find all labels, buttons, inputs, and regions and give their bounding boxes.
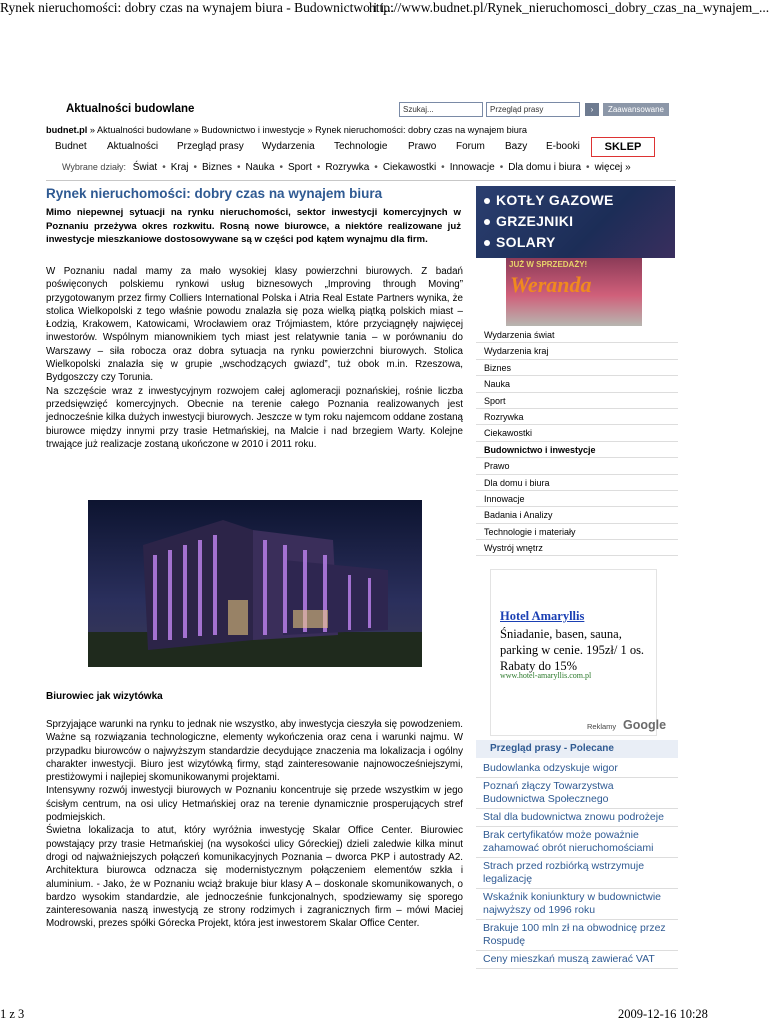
- sidebar-item-wydarzenia-kraj[interactable]: Wydarzenia kraj: [476, 343, 678, 359]
- article-photo: [88, 500, 422, 667]
- sidebar-item-ciekawostki[interactable]: Ciekawostki: [476, 425, 678, 441]
- print-header-url: http://www.budnet.pl/Rynek_nieruchomosci_dobry_czas_na_wynajem_...: [369, 0, 769, 15]
- nav-bazy[interactable]: Bazy: [505, 141, 528, 152]
- subnav-biznes[interactable]: Biznes: [202, 162, 233, 173]
- subnav-sport[interactable]: Sport: [287, 162, 312, 173]
- section-select[interactable]: Przegląd prasy: [486, 102, 580, 117]
- sidebar-item-dla-domu[interactable]: Dla domu i biura: [476, 475, 678, 491]
- press-item[interactable]: Budowlanka odzyskuje wigor: [476, 760, 678, 778]
- subnav-wiecej[interactable]: więcej »: [594, 162, 631, 173]
- article-body-1: [46, 265, 463, 451]
- nav-wydarzenia[interactable]: Wydarzenia: [262, 141, 315, 152]
- print-timestamp: 2009-12-16 10:28: [618, 1007, 708, 1021]
- sidebar-sections: [476, 327, 678, 556]
- subnav-label: Wybrane działy:: [62, 162, 126, 172]
- paragraph: Sprzyjające warunki na rynku to jednak nie wszystko, aby inwestycja cieszyła się powodzeniem. Ważne są rozwiązania technologiczne, elementy wykończenia oraz cena i warunki najmu. W przypadku biurowców o najwyższym standardzie decydujące znaczenia ma lokalizacja i ogólny charakter inwestycji. Biuro jest wizytówką firmy, stąd zainteresowanie najnowocześniejszymi, prestiżowymi i najlepiej skomunikowanymi projektami.: [46, 719, 463, 784]
- sidebar-item-innowacje[interactable]: Innowacje: [476, 491, 678, 507]
- subnav-dla-domu[interactable]: Dla domu i biura: [508, 162, 582, 173]
- paragraph: Na szczęście wraz z inwestycyjnym rozwojem całej aglomeracji poznańskiej, rośnie liczba przedsięwzięć komercyjnych. Obecnie na terenie całego Poznania realizowanych jest jednocześnie kilka dużych inwestycji biurowych. Jeszcze w tym roku najemcom oddane zostaną biurowce między innymi przy trasie Hetmańskiej, na Malcie i nad brzegiem Warty. Kolejne trwające już realizacje zostaną ukończone w 2010 i 2011 roku.: [46, 385, 463, 450]
- subnav-ciekawostki[interactable]: Ciekawostki: [382, 162, 437, 173]
- breadcrumb: [46, 125, 527, 135]
- ad-magazine-brand: Weranda: [510, 272, 592, 297]
- ad-line: SOLARY: [484, 234, 556, 250]
- ad-magazine-tag: JUŻ W SPRZEDAŻY!: [509, 260, 588, 269]
- nav-prawo[interactable]: Prawo: [408, 141, 437, 152]
- sidebar-item-badania[interactable]: Badania i Analizy: [476, 507, 678, 523]
- article-body-2: [46, 718, 463, 931]
- article-lead: Mimo niepewnej sytuacji na rynku nieruchomości, sektor inwestycji komercyjnych w Poznaniu przeżywa okres rozkwitu. Rosną nowe biurowce, a niektóre realizowane już inwestycje mieszkaniowe dostosowywane są w części pod kątem wynajmu dla firm.: [46, 207, 461, 245]
- ad-banner-magazine[interactable]: [506, 258, 642, 326]
- page-counter: 1 z 3: [0, 1007, 25, 1021]
- sidebar-item-sport[interactable]: Sport: [476, 393, 678, 409]
- nav-przeglad-prasy[interactable]: Przegląd prasy: [177, 141, 244, 152]
- ad-title-link[interactable]: Hotel Amaryllis: [500, 609, 585, 623]
- nav-forum[interactable]: Forum: [456, 141, 485, 152]
- subnav-kraj[interactable]: Kraj: [170, 162, 189, 173]
- paragraph: W Poznaniu nadal mamy za mało wysokiej klasy powierzchni biurowych. Z badań poświęconych polskiemu rynkowi usług biznesowych „Improving through Moving” przygotowanym przez firmy Colliers International Polska i Atria Real Estate Partners wynika, że stolica Wielkopolski z tego właśnie powodu znalazła się poza wielką piątką polskich miast – Łodzią, Krakowem, Katowicami, Wrocławiem oraz Trójmiastem, które przyciągnęły najwięcej inwestorów. Wspólnym mianownikiem tych miast jest relatywnie tania – w porównaniu do Warszawy – siła robocza oraz dobra sytuacja na rynku powierzchni biurowych. Stolica Wielkopolski znalazła się w grupie „wschodzących gwiazd”, tuż obok m.in. Rzeszowa, Bydgoszczy czy Torunia.: [46, 266, 463, 384]
- nav-budnet[interactable]: Budnet: [55, 141, 87, 152]
- search-input[interactable]: Szukaj...: [399, 102, 483, 117]
- print-header-title: Rynek nieruchomości: dobry czas na wynajem biura - Budownictwo i i...: [0, 0, 395, 15]
- google-ad: [490, 569, 667, 736]
- advanced-search-button[interactable]: Zaawansowane: [603, 103, 669, 116]
- article-title: Rynek nieruchomości: dobry czas na wynajem biura: [46, 186, 383, 201]
- press-heading-main[interactable]: Przegląd prasy: [490, 743, 562, 754]
- press-heading-sub: - Polecane: [561, 743, 614, 754]
- ad-text: Śniadanie, basen, sauna, parking w cenie. 195zł/ 1 os. Rabaty do 15%: [500, 627, 645, 673]
- sidebar-item-rozrywka[interactable]: Rozrywka: [476, 409, 678, 425]
- paragraph: Świetna lokalizacja to atut, który wyróżnia inwestycję Skalar Office Center. Biurowiec powstający przy trasie Hetmańskiej (na wysokości ulicy Góreckiej) dzieli zaledwie kilka minut drogi od najważniejszych połączeń komunikacyjnych Poznania – dworca PKP i autostrady A2. Architektura biurowca odznacza się modernistycznym połączeniem elementów szkła i aluminium. - Jako, że w Poznaniu wciąż brakuje biur klasy A – doskonale skomunikowanych, o bardzo wysokim standardzie, ale jednocześnie funkcjonalnych, spodziewamy się sporego zainteresowania naszą inwestycją ze strony rodzimych i zagranicznych firm – mówi Maciej Modrowski, prezes spółki Górecka Projekt, która jest inwestorem Skalar Office Center.: [46, 825, 463, 930]
- press-item[interactable]: Ceny mieszkań muszą zawierać VAT: [476, 951, 678, 969]
- section-title: Aktualności budowlane: [66, 103, 195, 115]
- subnav-nauka[interactable]: Nauka: [245, 162, 275, 173]
- shop-button[interactable]: SKLEP: [591, 137, 655, 157]
- paragraph: Intensywny rozwój inwestycji biurowych w Poznaniu koncentruje się przede wszystkim w jego ścisłym centrum, na osi ulicy Hetmańskiej oraz na terenie dynamicznie prosperujących stref podmiejskich.: [46, 785, 463, 824]
- sidebar-item-prawo[interactable]: Prawo: [476, 458, 678, 474]
- ad-banner-boilers[interactable]: [476, 186, 675, 258]
- press-item[interactable]: Strach przed rozbiórką wstrzymuje legalizację: [476, 858, 678, 889]
- section-subnav: Wybrane działy: Świat • Kraj • Biznes • Nauka • Sport • Rozrywka • Ciekawostki • Innowacje • Dla domu i biura • więcej »: [62, 162, 631, 173]
- breadcrumb-path[interactable]: » Aktualności budowlane » Budownictwo i inwestycje » Rynek nieruchomości: dobry czas na wynajem biura: [87, 125, 528, 135]
- sidebar-item-wydarzenia-swiat[interactable]: Wydarzenia świat: [476, 327, 678, 343]
- subnav-rozrywka[interactable]: Rozrywka: [325, 162, 370, 173]
- ad-line: KOTŁY GAZOWE: [484, 192, 614, 208]
- press-review-heading: [476, 740, 678, 758]
- sidebar-item-wystroj[interactable]: Wystrój wnętrz: [476, 540, 678, 556]
- article-subheading: Biurowiec jak wizytówka: [46, 691, 163, 702]
- search-go-button[interactable]: ›: [585, 103, 599, 116]
- ad-line: GRZEJNIKI: [484, 213, 573, 229]
- ad-url[interactable]: www.hotel-amaryllis.com.pl: [500, 671, 592, 680]
- sidebar-item-budownictwo[interactable]: Budownictwo i inwestycje: [476, 442, 678, 458]
- divider: [46, 180, 676, 181]
- press-item[interactable]: Stal dla budownictwa znowu podrożeje: [476, 809, 678, 827]
- sidebar-item-biznes[interactable]: Biznes: [476, 360, 678, 376]
- press-item[interactable]: Wskaźnik koniunktury w budownictwie najwyższy od 1996 roku: [476, 889, 678, 920]
- nav-aktualnosci[interactable]: Aktualności: [107, 141, 159, 152]
- nav-technologie[interactable]: Technologie: [334, 141, 388, 152]
- sidebar-item-nauka[interactable]: Nauka: [476, 376, 678, 392]
- breadcrumb-home[interactable]: budnet.pl: [46, 125, 88, 135]
- press-item[interactable]: Brak certyfikatów może poważnie zahamować obrót nieruchomościami: [476, 827, 678, 858]
- subnav-swiat[interactable]: Świat: [132, 162, 158, 173]
- sidebar-item-technologie[interactable]: Technologie i materiały: [476, 524, 678, 540]
- subnav-innowacje[interactable]: Innowacje: [449, 162, 495, 173]
- press-review-list: [476, 760, 678, 969]
- ads-label: Reklamy: [587, 722, 617, 731]
- nav-ebooki[interactable]: E-booki: [546, 141, 580, 152]
- press-item[interactable]: Brakuje 100 mln zł na obwodnicę przez Rospudę: [476, 920, 678, 951]
- google-logo[interactable]: Google: [623, 718, 667, 732]
- press-item[interactable]: Poznań złączy Towarzystwa Budownictwa Społecznego: [476, 778, 678, 809]
